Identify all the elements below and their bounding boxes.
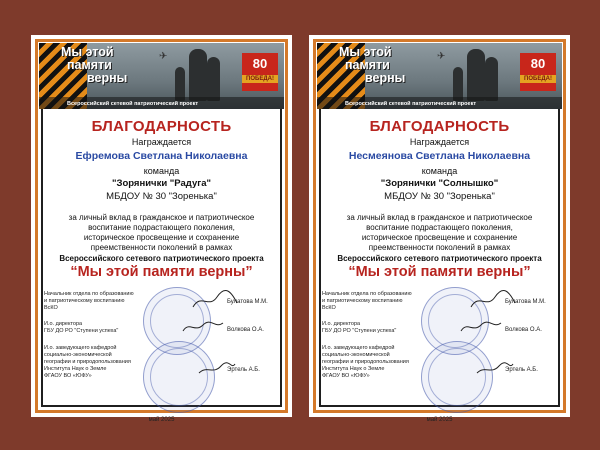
signer-name-3: Эртель А.Б. [505,367,538,373]
awarded-label: Награждается [409,137,470,147]
project-name: Всероссийского сетевого патриотического проекта [337,254,542,263]
signer-name-2: Волкова О.А. [505,327,542,333]
signature-block-2: И.о. директора ГБУ ДО РО "Ступени успеха" [322,321,397,334]
project-banner [39,43,284,109]
project-slogan: “Мы этой памяти верны” [70,264,253,280]
signature-block-3: И.о. заведующего кафедрой социально-экономической географии и природопользования Института Наук о Земле ФГАОУ ВО «ЮФУ» [322,345,409,379]
awarded-label: Награждается [131,137,192,147]
citation-text: за личный вклад в гражданское и патриотическое воспитание подрастающего поколения, историческое просвещение и сохранение преемственности поколений в рамках [346,213,533,252]
team-label: команда [421,166,458,176]
victory-80-badge: 80 ПОБЕДА! [520,53,556,91]
project-slogan: “Мы этой памяти верны” [348,264,531,280]
figure-silhouette [453,67,463,101]
signer-name-1: Булатова М.М. [227,299,268,305]
team-name: "Зорянички "Солнышко" [380,178,499,189]
certificate-right [309,35,570,423]
issue-date: май 2025 [148,417,175,423]
banner-title: Мы этой памяти верны [339,45,406,85]
signer-name-3: Эртель А.Б. [227,367,260,373]
signature-block-3: И.о. заведующего кафедрой социально-экономической географии и природопользования Института Наук о Земле ФГАОУ ВО «ЮФУ» [44,345,131,379]
signature-mark [459,319,504,335]
signer-name-2: Волкова О.А. [227,327,264,333]
certificate-title: БЛАГОДАРНОСТЬ [369,118,510,135]
organization: МБДОУ № 30 "Зоренька" [384,191,495,202]
banner-subtitle: Всероссийский сетевой патриотический проект [67,101,199,107]
figure-silhouette [175,67,185,101]
certificate-title: БЛАГОДАРНОСТЬ [91,118,232,135]
certificate-left [31,35,292,423]
team-name: "Зорянички "Радуга" [112,178,211,189]
figure-silhouette [207,57,220,101]
signer-name-1: Булатова М.М. [505,299,546,305]
banner-title: Мы этой памяти верны [61,45,128,85]
soldier-silhouette [189,49,207,101]
soldier-silhouette [467,49,485,101]
figure-silhouette [485,57,498,101]
project-banner [317,43,562,109]
plane-icon: ✈ [159,51,168,62]
banner-subtitle: Всероссийский сетевой патриотический проект [345,101,477,107]
recipient-name: Несмеянова Светлана Николаевна [348,150,531,162]
issue-date: май 2025 [426,417,453,423]
victory-80-badge: 80 ПОБЕДА! [242,53,278,91]
organization: МБДОУ № 30 "Зоренька" [106,191,217,202]
signature-block-1: Начальник отдела по образованию и патриотическому воспитанию ВсКО [322,291,412,311]
signature-mark [181,319,226,335]
project-name: Всероссийского сетевого патриотического проекта [59,254,264,263]
signature-block-1: Начальник отдела по образованию и патриотическому воспитанию ВсКО [44,291,134,311]
team-label: команда [143,166,180,176]
signature-block-2: И.о. директора ГБУ ДО РО "Ступени успеха" [44,321,119,334]
citation-text: за личный вклад в гражданское и патриотическое воспитание подрастающего поколения, историческое просвещение и сохранение преемственности поколений в рамках [68,213,255,252]
recipient-name: Ефремова Светлана Николаевна [75,150,248,162]
plane-icon: ✈ [437,51,446,62]
